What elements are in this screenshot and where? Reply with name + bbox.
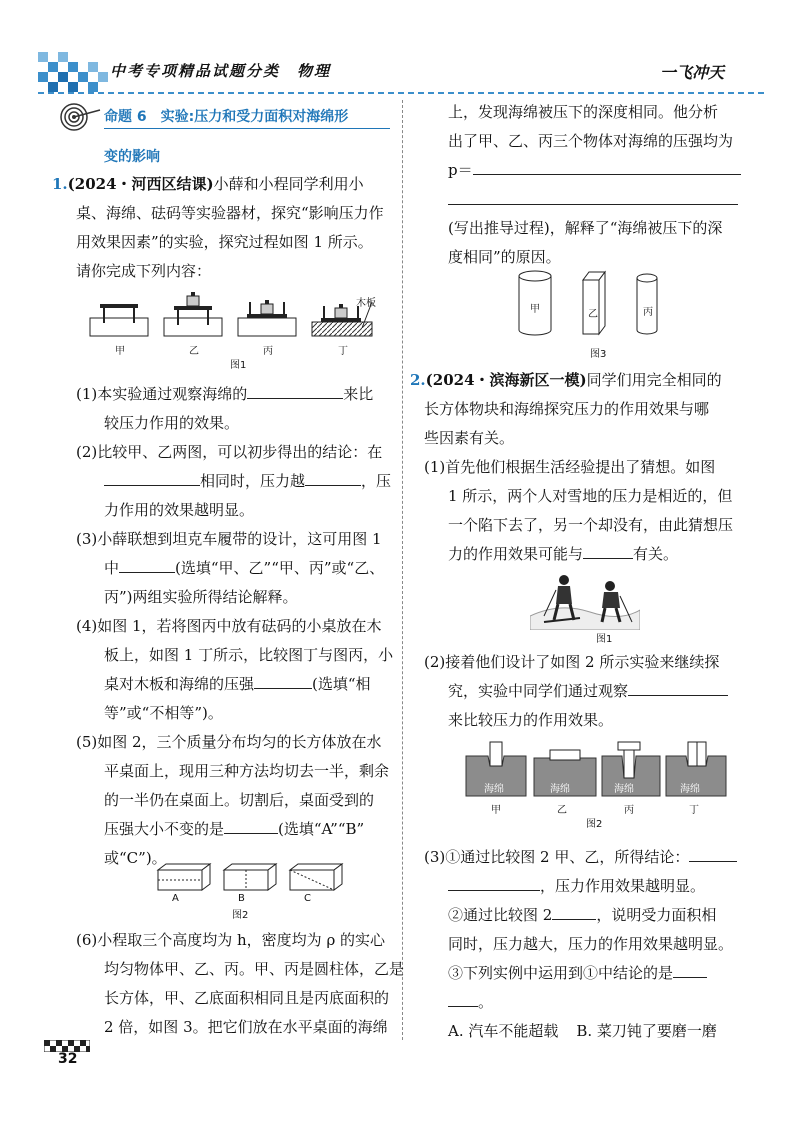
- q1-p4-text: 板上，如图 1 丁所示，比较图丁与图丙，小: [104, 646, 394, 664]
- q2-fig2-label: 乙: [557, 805, 567, 816]
- q1-p3-text: 中: [104, 559, 120, 577]
- q1-p4-text: 桌对木板和海绵的压强: [104, 675, 255, 693]
- page-number: 32: [58, 1051, 78, 1067]
- q1-p5-text: (5)如图 2，三个质量分布均匀的长方体放在水: [76, 733, 382, 751]
- q2-p3-text: ③下列实例中运用到①中结论的是: [448, 964, 674, 982]
- q1-p2-blank-2[interactable]: [305, 467, 361, 486]
- q1-p6-blank-1[interactable]: [473, 156, 741, 175]
- q2-option-b[interactable]: B. 菜刀钝了要磨一磨: [576, 1022, 717, 1040]
- q1-p3-text: (选填“甲、乙”“甲、丙”或“乙、: [175, 559, 385, 577]
- q1-p6-text: 长方体，甲、乙底面积相同且是丙底面积的: [104, 989, 390, 1007]
- q1-p2-text: 力作用的效果越明显。: [104, 501, 255, 519]
- q1-p6-text: 2 倍，如图 3。把它们放在水平桌面的海绵: [104, 1018, 388, 1036]
- q1-source: (2024・河西区结课): [67, 175, 214, 193]
- q1-p6-cont-text: 上，发现海绵被压下的深度相同。他分析: [448, 103, 719, 121]
- q1-p3-text: (3)小薛联想到坦克车履带的设计，这可用图 1: [76, 530, 382, 548]
- q1-p5-text: 平桌面上，现用三种方法均切去一半，剩余: [104, 762, 390, 780]
- q1-intro-line: 用效果因素”的实验，探究过程如图 1 所示。: [76, 233, 373, 251]
- q2-source: (2024・滨海新区一模): [425, 371, 587, 389]
- q1-intro-line: 小薛和小程同学利用小: [213, 175, 364, 193]
- brand-logo: 一飞冲天: [660, 63, 725, 82]
- q1-p6-cont-text: (写出推导过程)，解释了“海绵被压下的深: [448, 219, 723, 237]
- q2-p1-blank[interactable]: [583, 540, 633, 559]
- q2-p3-text: 同时，压力越大，压力的作用效果越明显。: [448, 935, 734, 953]
- q1-p1-text: 较压力作用的效果。: [104, 414, 240, 432]
- target-icon: [60, 102, 102, 132]
- q1-fig1-board-label: 木板: [356, 298, 376, 309]
- page-number-badge: [44, 1040, 90, 1068]
- header-checker-logo: [38, 52, 110, 94]
- q2-p1-text: 力的作用效果可能与: [448, 545, 584, 563]
- q2-intro-line: 些因素有关。: [424, 429, 515, 447]
- q2-p2-text: 来比较压力的作用效果。: [448, 711, 614, 729]
- q1-fig2-label: C: [304, 893, 311, 904]
- header-divider: [38, 92, 764, 94]
- q1-fig2-label: A: [172, 893, 179, 904]
- topic-label: 命题 6 实验:压力和受力面积对海绵形: [104, 109, 349, 125]
- q1-p6-formula-label: p＝: [448, 161, 473, 179]
- q1-figure-2: [150, 860, 350, 896]
- q2-p3-blank-3[interactable]: [552, 901, 596, 920]
- q1-p5-text: 的一半仍在桌面上。切割后，桌面受到的: [104, 791, 375, 809]
- q2-intro-line: 同学们用完全相同的: [586, 371, 722, 389]
- q1-fig2-caption: 图2: [232, 910, 249, 921]
- q2-p3-text: ，压力作用效果越明显。: [540, 877, 706, 895]
- q1-fig1-label: 甲: [115, 346, 125, 357]
- q2-p3-text: 。: [478, 993, 494, 1011]
- q1-p5-blank[interactable]: [224, 815, 278, 834]
- q1-p1-text: 来比: [343, 385, 374, 403]
- q2-fig2-sponge-label: 海绵: [550, 784, 570, 795]
- topic-underline: [104, 128, 390, 129]
- q2-fig2-sponge-label: 海绵: [614, 784, 634, 795]
- q2-p2-blank[interactable]: [628, 677, 728, 696]
- q1-fig1-caption: 图1: [230, 360, 247, 371]
- q2-fig2-label: 丙: [624, 805, 634, 816]
- q2-p3-blank-2[interactable]: [448, 872, 540, 891]
- q2-p3-blank-4[interactable]: [673, 959, 707, 978]
- q1-p4-text: 等”或“不相等”)。: [104, 704, 223, 722]
- q1-p3-text: 丙”)两组实验所得结论解释。: [104, 588, 298, 606]
- q1-number: 1.: [52, 175, 68, 193]
- q2-p1-text: 1 所示，两个人对雪地的压力是相近的，但: [448, 487, 733, 505]
- q1-fig2-label: B: [238, 893, 245, 904]
- q2-p1-text: 一个陷下去了，另一个却没有，由此猜想压: [448, 516, 734, 534]
- q1-p4-text: (4)如图 1，若将图丙中放有砝码的小桌放在木: [76, 617, 382, 635]
- q1-fig1-label: 丙: [263, 346, 273, 357]
- q2-option-a[interactable]: A. 汽车不能超载: [448, 1022, 559, 1040]
- q1-fig3-caption: 图3: [590, 349, 607, 360]
- q2-fig1-caption: 图1: [596, 634, 613, 645]
- q1-p2-text: (2)比较甲、乙两图，可以初步得出的结论：在: [76, 443, 383, 461]
- q1-intro-line: 请你完成下列内容：: [76, 262, 212, 280]
- q2-p2-text: 究，实验中同学们通过观察: [448, 682, 629, 700]
- q1-p4-blank[interactable]: [254, 670, 312, 689]
- q2-p3-blank-5[interactable]: [448, 988, 478, 1007]
- q2-p3-text: ，说明受力面积相: [596, 906, 717, 924]
- q1-fig1-label: 乙: [189, 346, 199, 357]
- q2-number: 2.: [410, 371, 426, 389]
- q1-fig3-label: 甲: [530, 304, 540, 315]
- q1-p3-blank[interactable]: [119, 554, 175, 573]
- q1-p6-cont-text: 出了甲、乙、丙三个物体对海绵的压强均为: [448, 132, 734, 150]
- q2-fig2-sponge-label: 海绵: [680, 784, 700, 795]
- q1-p5-text: 或“C”)。: [104, 849, 167, 867]
- q1-p2-text: ，压: [361, 472, 392, 490]
- q1-p5-text: 压强大小不变的是: [104, 820, 225, 838]
- topic-label-cont: 变的影响: [104, 149, 160, 165]
- q2-figure-1-skiers: [530, 572, 640, 630]
- q1-fig3-label: 乙: [588, 309, 598, 320]
- q1-p1-text: (1)本实验通过观察海绵的: [76, 385, 248, 403]
- q1-p6-blank-2[interactable]: [448, 204, 738, 205]
- q2-p3-text: (3)①通过比较图 2 甲、乙，所得结论：: [424, 848, 690, 866]
- q1-fig1-label: 丁: [338, 346, 348, 357]
- q1-p6-cont-text: 度相同”的原因。: [448, 248, 561, 266]
- q2-fig2-label: 丁: [689, 805, 699, 816]
- q1-p6-text: 均匀物体甲、乙、丙。甲、丙是圆柱体，乙是: [104, 960, 405, 978]
- q2-p2-text: (2)接着他们设计了如图 2 所示实验来继续探: [424, 653, 720, 671]
- q1-fig3-label: 丙: [643, 307, 653, 318]
- q1-p2-text: 相同时，压力越: [200, 472, 306, 490]
- q1-intro-line: 桌、海绵、砝码等实验器材，探究“影响压力作: [76, 204, 384, 222]
- q2-p3-text: ②通过比较图 2: [448, 906, 553, 924]
- q2-intro-line: 长方体物块和海绵探究压力的作用效果与哪: [424, 400, 710, 418]
- q1-p6-text: (6)小程取三个高度均为 h，密度均为 ρ 的实心: [76, 931, 386, 949]
- q1-p2-blank-1[interactable]: [104, 467, 200, 486]
- q2-fig2-sponge-label: 海绵: [484, 784, 504, 795]
- column-divider: [402, 100, 403, 1040]
- q2-fig2-caption: 图2: [586, 819, 603, 830]
- q1-p4-text: (选填“相: [312, 675, 371, 693]
- q1-p5-text: (选填“A”“B”: [278, 820, 365, 838]
- q1-p1-blank[interactable]: [247, 380, 343, 399]
- header-title: 中考专项精品试题分类 物理: [110, 62, 332, 80]
- q2-p1-text: (1)首先他们根据生活经验提出了猜想。如图: [424, 458, 716, 476]
- q2-p1-text: 有关。: [633, 545, 679, 563]
- q2-fig2-label: 甲: [491, 805, 501, 816]
- q2-p3-blank-1[interactable]: [689, 843, 737, 862]
